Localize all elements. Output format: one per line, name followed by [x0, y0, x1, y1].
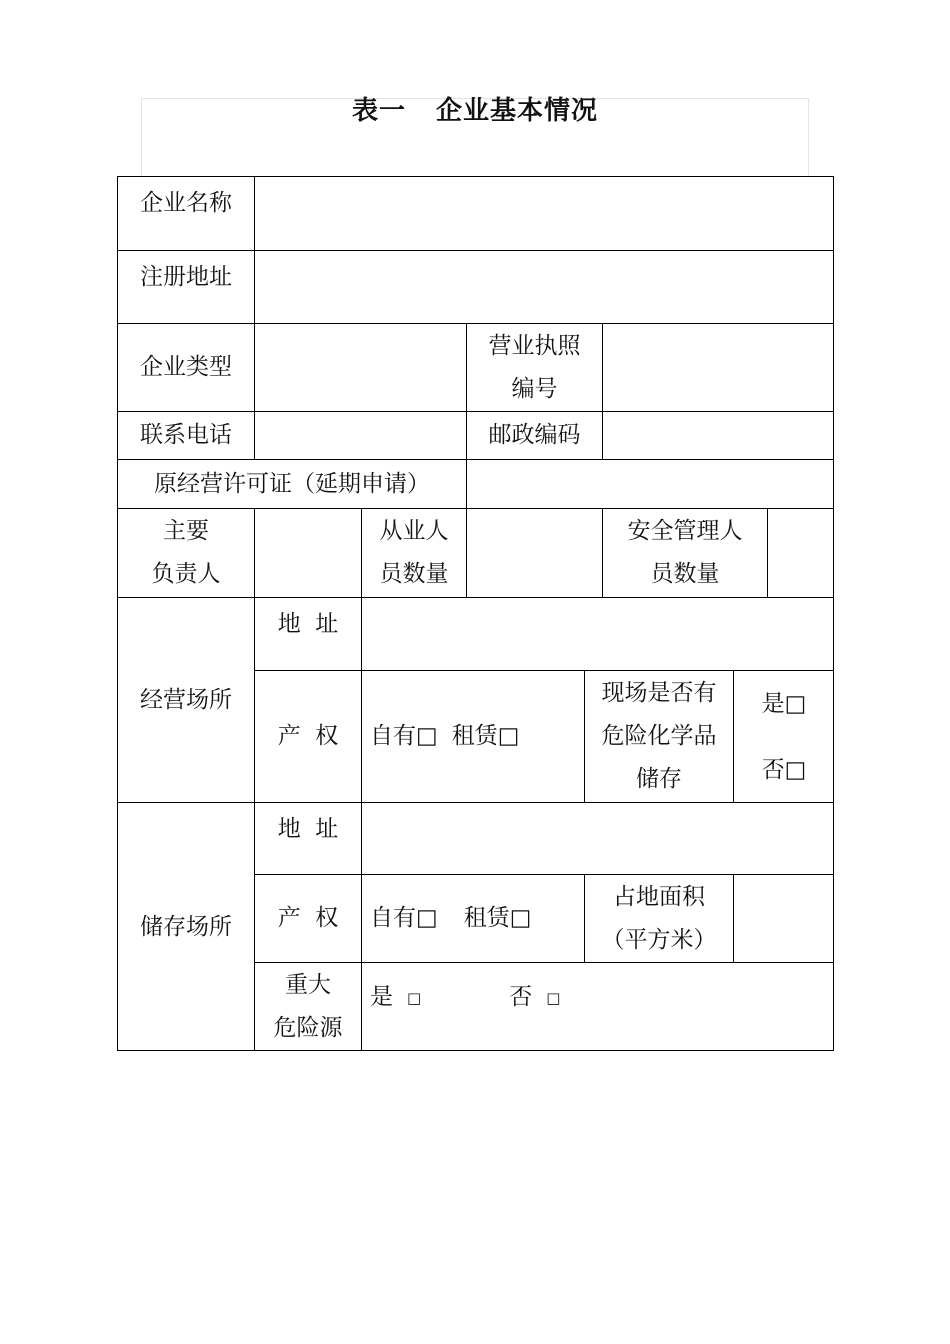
label-safety-count: 安全管理人 员数量: [602, 508, 767, 597]
label-major-hazard: 重大 危险源: [254, 962, 361, 1051]
label-company-type: 企业类型: [117, 323, 254, 411]
staff-count-field[interactable]: [466, 508, 602, 597]
phone-field[interactable]: [254, 411, 466, 459]
label-store-place: 储存场所: [117, 802, 254, 1051]
label-store-address: 地 址: [254, 802, 361, 874]
label-head: 主要 负责人: [117, 508, 254, 597]
label-phone: 联系电话: [117, 411, 254, 459]
hazard-yes-no-field[interactable]: [733, 670, 834, 802]
head-field[interactable]: [254, 508, 361, 597]
label-area: 占地面积 （平方米）: [584, 874, 733, 962]
biz-address-field[interactable]: [361, 597, 834, 670]
major-no-label: 否: [509, 984, 533, 1010]
hazard-yes-checkbox[interactable]: 是□: [761, 690, 807, 717]
biz-rent-checkbox[interactable]: 租赁□: [451, 723, 520, 749]
biz-property-field[interactable]: [361, 670, 584, 802]
reg-address-field[interactable]: [254, 250, 834, 323]
label-biz-place: 经营场所: [117, 597, 254, 802]
hazard-no-checkbox[interactable]: 否□: [761, 756, 807, 783]
title-part-1: 表一: [351, 96, 406, 126]
major-no-checkbox[interactable]: □: [546, 989, 561, 1007]
label-biz-property: 产 权: [254, 670, 361, 802]
label-license-no: 营业执照 编号: [466, 323, 602, 411]
major-yes-label: 是: [370, 984, 393, 1010]
label-staff-count: 从业人 员数量: [361, 508, 466, 597]
major-hazard-field[interactable]: [361, 962, 834, 1051]
label-hazard-storage: 现场是否有 危险化学品 储存: [584, 670, 733, 802]
orig-permit-field[interactable]: [466, 459, 834, 508]
store-address-field[interactable]: [361, 802, 834, 874]
page-title: [0, 90, 950, 127]
store-own-checkbox[interactable]: 自有□: [370, 905, 438, 931]
major-yes-checkbox[interactable]: □: [407, 989, 422, 1007]
title-part-2: 企业基本情况: [436, 96, 599, 126]
biz-own-checkbox[interactable]: 自有□: [370, 723, 438, 749]
label-company-name: 企业名称: [117, 176, 254, 250]
license-no-field[interactable]: [602, 323, 834, 411]
company-name-field[interactable]: [254, 176, 834, 250]
safety-count-field[interactable]: [767, 508, 834, 597]
company-info-form: [117, 176, 834, 1051]
label-orig-permit: 原经营许可证（延期申请）: [117, 459, 466, 508]
store-property-field[interactable]: [361, 874, 584, 962]
label-store-property: 产 权: [254, 874, 361, 962]
postcode-field[interactable]: [602, 411, 834, 459]
label-postcode: 邮政编码: [466, 411, 602, 459]
label-reg-address: 注册地址: [117, 250, 254, 323]
store-rent-checkbox[interactable]: 租赁□: [463, 905, 532, 931]
label-biz-address: 地 址: [254, 597, 361, 670]
company-type-field[interactable]: [254, 323, 466, 411]
area-field[interactable]: [733, 874, 834, 962]
